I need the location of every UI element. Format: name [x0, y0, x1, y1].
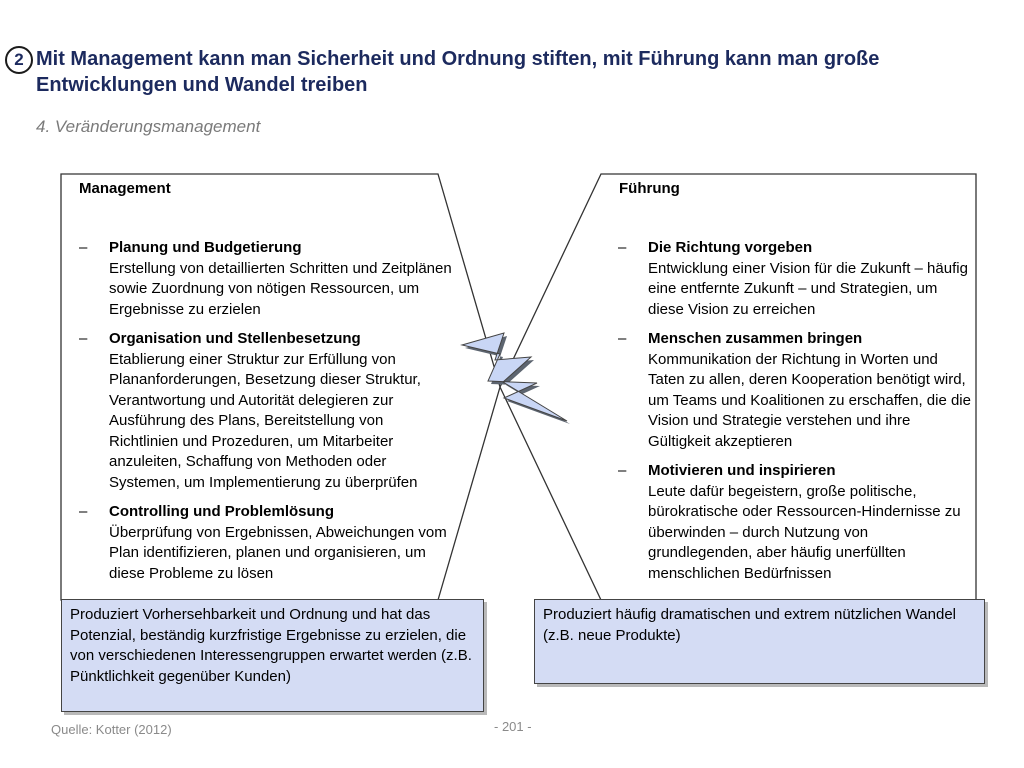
leadership-result-box: Produziert häufig dramatischen und extrem nützlichen Wandel (z.B. neue Produkte)	[534, 599, 985, 684]
management-item	[79, 502, 454, 584]
leadership-item-head: – Menschen zusammen bringen	[648, 330, 863, 347]
management-item-head: – Controlling und Problemlösung	[109, 503, 334, 520]
source-note: Quelle: Kotter (2012)	[51, 722, 172, 737]
management-list	[79, 238, 454, 593]
management-item-body: Erstellung von detaillierten Schritten und Zeitplänen sowie Zuordnung von nötigen Ressourcen, um Ergebnisse zu erzielen	[109, 259, 452, 318]
management-item-head: – Organisation und Stellenbesetzung	[109, 330, 361, 347]
management-item	[79, 238, 454, 320]
lightning-bolt-icon	[462, 333, 570, 424]
management-result-box: Produziert Vorhersehbarkeit und Ordnung und hat das Potenzial, beständig kurzfristige Ergebnisse zu erzielen, die von verschiedenen Interessengruppen erwartet werden (z.B. Pünktlichkeit gegenüber Kunden)	[61, 599, 484, 712]
leadership-item-body: Entwicklung einer Vision für die Zukunft – häufig eine entfernte Zukunft – und Strategien, um diese Vision zu erreichen	[648, 259, 968, 318]
leadership-item	[618, 238, 972, 320]
leadership-item-body: Kommunikation der Richtung in Worten und Taten zu allen, deren Kooperation benötigt wird, um Teams und Koalitionen zu erschaffen, die die Vision und Strategie verstehen und ihre Gültigkeit akzeptieren	[648, 350, 971, 450]
management-item-head: – Planung und Budgetierung	[109, 239, 302, 256]
management-heading: Management	[79, 180, 171, 197]
leadership-item	[618, 329, 972, 452]
management-item	[79, 329, 454, 493]
leadership-list	[618, 238, 972, 593]
leadership-item-head: – Motivieren und inspirieren	[648, 462, 836, 479]
leadership-item-head: – Die Richtung vorgeben	[648, 239, 813, 256]
slide-subtitle: 4. Veränderungsmanagement	[36, 117, 261, 136]
leadership-item	[618, 461, 972, 584]
section-number: 2	[14, 50, 24, 69]
page-number: - 201 -	[494, 719, 532, 734]
slide-title: Mit Management kann man Sicherheit und Ordnung stiften, mit Führung kann man große Entwicklungen und Wandel treiben	[36, 48, 880, 96]
management-item-body: Etablierung einer Struktur zur Erfüllung von Plananforderungen, Besetzung dieser Struktur, Verantwortung und Autorität delegieren zur Ausführung des Plans, Bereitstellung von Richtlinien und Prozeduren, um Mitarbeiter anzuleiten, Schaffung von Methoden oder Systemen, um Implementierung zu überprüfen	[109, 350, 421, 491]
leadership-item-body: Leute dafür begeistern, große politische, bürokratische oder Ressourcen-Hindernisse zu überwinden – durch Nutzung von grundlegenden, aber häufig unerfüllten menschlichen Bedürfnissen	[648, 482, 961, 582]
management-item-body: Überprüfung von Ergebnissen, Abweichungen vom Plan identifizieren, planen und organisieren, um diese Probleme zu lösen	[109, 523, 447, 582]
leadership-heading: Führung	[619, 180, 680, 197]
